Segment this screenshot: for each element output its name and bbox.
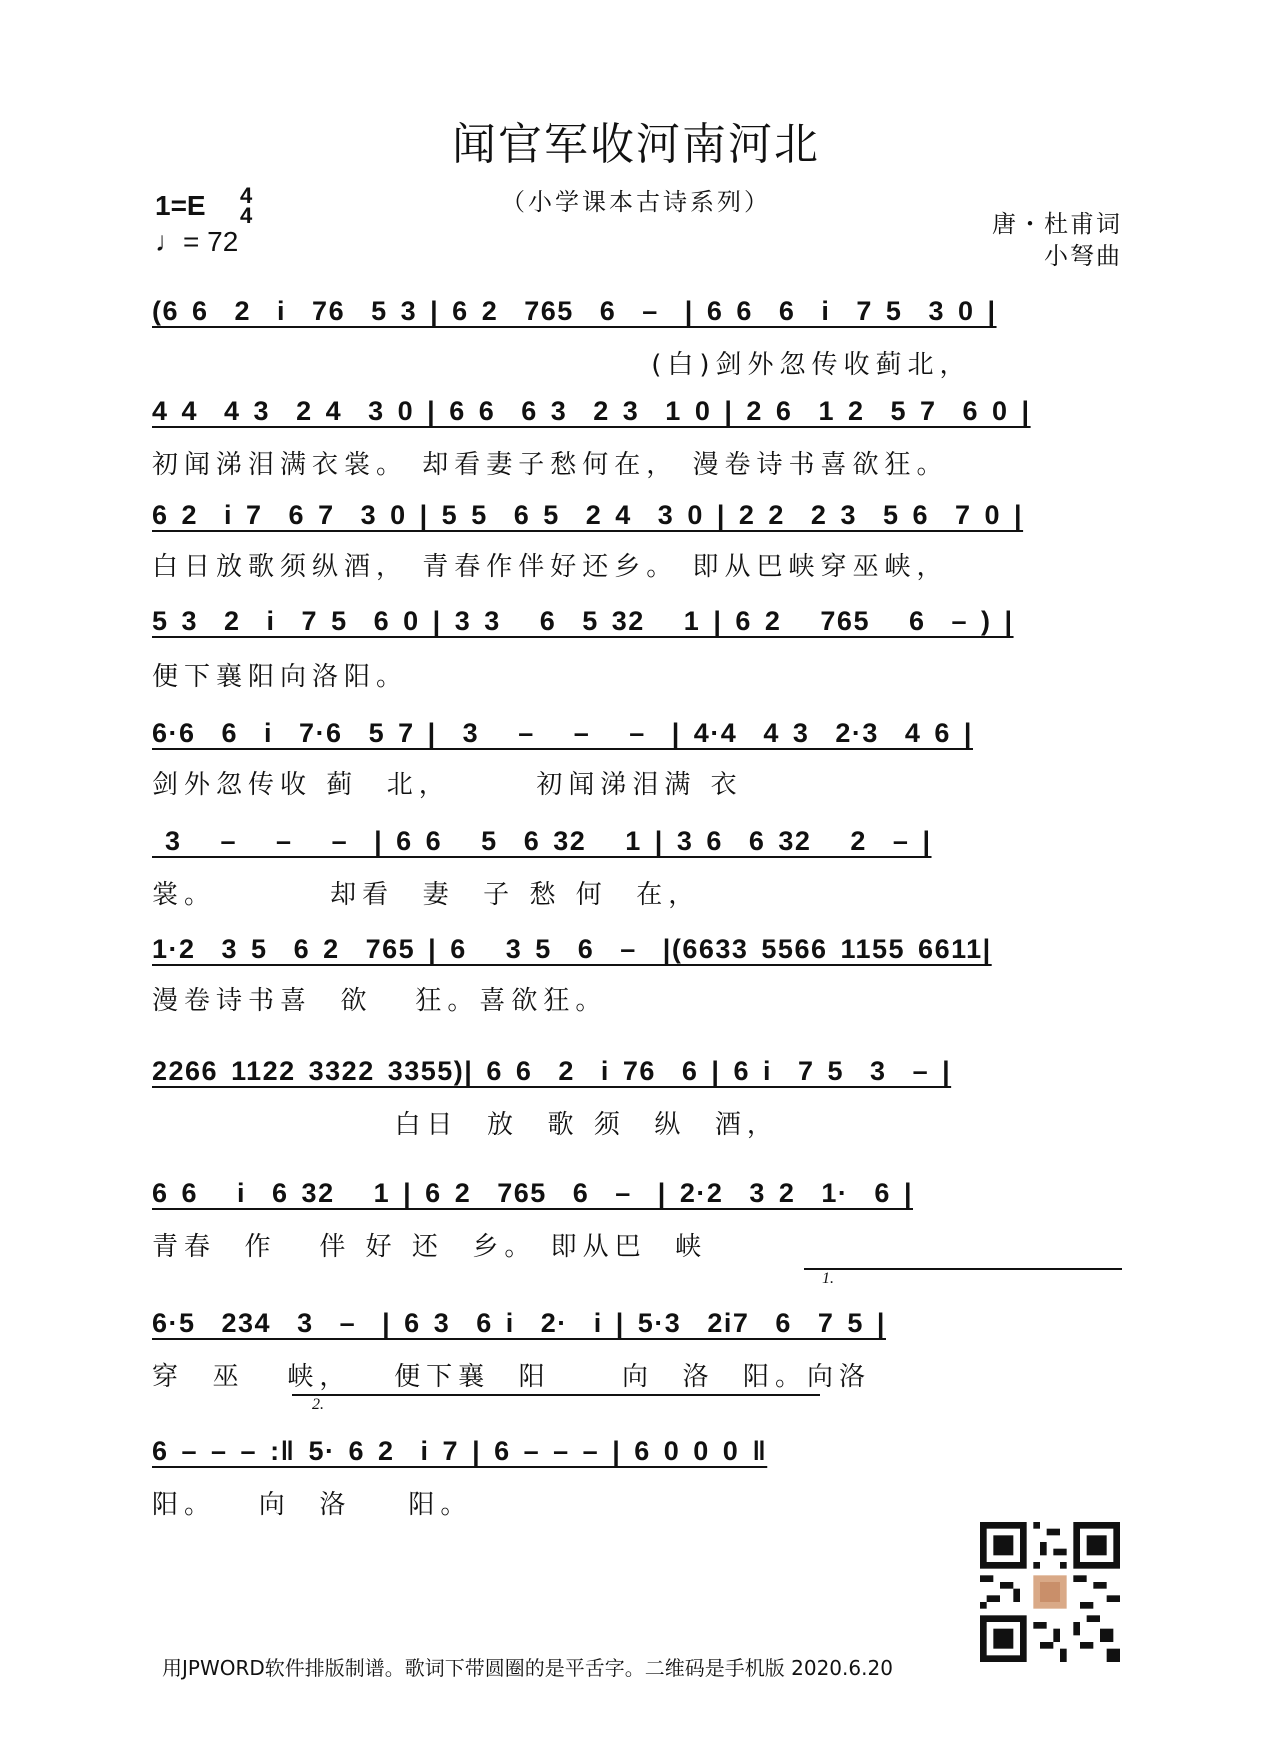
page-title: 闻官军收河南河北 bbox=[452, 119, 820, 170]
notation-row-3: 6 2 i 7 6 7 3 0 | 5 5 6 5 2 4 3 0 | 2 2 2 3 5 6 7 0 | bbox=[152, 500, 1024, 530]
key-signature: 1=E bbox=[155, 190, 206, 221]
lyrics-row-3: 白日放歌须纵酒， 青春作伴好还乡。 即从巴峡穿巫峡， bbox=[152, 552, 949, 582]
notation-row-4: 5 3 2 i 7 5 6 0 | 3 3 6 5 32 1 | 6 2 765 6 – ) | bbox=[152, 606, 1014, 636]
notation-row-8: 2266 1122 3322 3355)| 6 6 2 i 76 6 | 6 i 7 5 3 – | bbox=[152, 1056, 952, 1086]
time-signature-bottom: 4 bbox=[240, 203, 253, 228]
time-signature-top: 4 bbox=[240, 183, 253, 208]
first-ending-label: 1. bbox=[822, 1270, 834, 1287]
footer-note: 用JPWORD软件排版制谱。歌词下带圆圈的是平舌字。二维码是手机版 2020.6.20 bbox=[162, 1656, 893, 1680]
time-signature bbox=[240, 183, 253, 228]
lyrics-row-1: (白)剑外忽传收蓟北， bbox=[152, 350, 972, 380]
lyricist-credit: 唐・杜甫词 bbox=[992, 210, 1122, 238]
lyrics-row-7: 漫卷诗书喜 欲 狂。喜欲狂。 bbox=[152, 986, 608, 1016]
notation-row-1: (6 6 2 i 76 5 3 | 6 2 765 6 – | 6 6 6 i 7 5 3 0 | bbox=[152, 296, 997, 326]
lyrics-row-4: 便下襄阳向洛阳。 bbox=[152, 662, 409, 692]
lyrics-row-5: 剑外忽传收 蓟 北， 初闻涕泪满 衣 bbox=[152, 770, 743, 800]
notation-row-2: 4 4 4 3 2 4 3 0 | 6 6 6 3 2 3 1 0 | 2 6 1 2 5 7 6 0 | bbox=[152, 396, 1031, 426]
notation-row-11: 6 – – – :‖ 5· 6 2 i 7 | 6 – – – | 6 0 0 0 ‖ bbox=[152, 1436, 768, 1466]
notation-row-10: 6·5 234 3 – | 6 3 6 i 2· i | 5·3 2i7 6 7 5 | bbox=[152, 1308, 886, 1338]
lyrics-row-11: 阳。 向 洛 阳。 bbox=[152, 1490, 473, 1520]
lyrics-row-8: 白日 放 歌 须 纵 酒， bbox=[152, 1110, 779, 1140]
first-ending-bracket bbox=[804, 1268, 1122, 1270]
notation-row-7: 1·2 3 5 6 2 765 | 6 3 5 6 – |(6633 5566 1155 6611| bbox=[152, 934, 992, 964]
second-ending-label: 2. bbox=[312, 1396, 324, 1413]
qr-code bbox=[980, 1522, 1120, 1662]
composer-credit: 小弩曲 bbox=[1044, 242, 1122, 270]
tempo-marking: ♩= 72 bbox=[155, 226, 239, 257]
lyrics-row-2: 初闻涕泪满衣裳。 却看妻子愁何在， 漫卷诗书喜欲狂。 bbox=[152, 450, 949, 480]
notation-row-9: 6 6 i 6 32 1 | 6 2 765 6 – | 2·2 3 2 1· 6 | bbox=[152, 1178, 913, 1208]
lyrics-row-9: 青春 作 伴 好 还 乡。 即从巴 峡 bbox=[152, 1232, 708, 1262]
notation-row-5: 6·6 6 i 7·6 5 7 | 3 – – – | 4·4 4 3 2·3 4 6 | bbox=[152, 718, 973, 748]
lyrics-row-10: 穿 巫 峡， 便下襄 阳 向 洛 阳。向洛 bbox=[152, 1362, 872, 1392]
second-ending-bracket bbox=[292, 1394, 820, 1396]
page-subtitle: （小学课本古诗系列） bbox=[501, 188, 771, 216]
notation-row-6: 3 – – – | 6 6 5 6 32 1 | 3 6 6 32 2 – | bbox=[152, 826, 932, 856]
lyrics-row-6: 裳。 却看 妻 子 愁 何 在， bbox=[152, 880, 701, 910]
